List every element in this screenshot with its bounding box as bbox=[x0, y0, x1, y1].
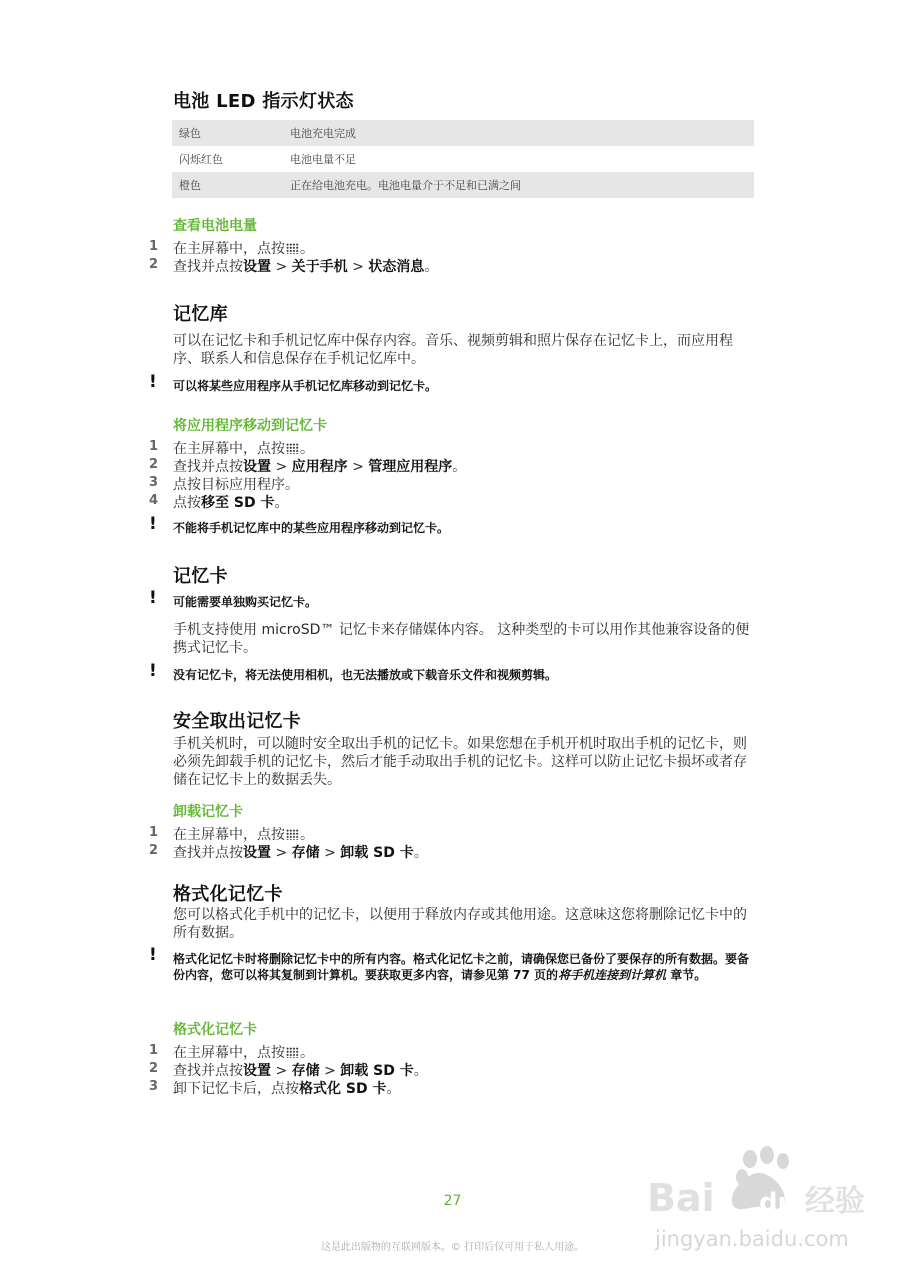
led-meaning: 电池电量不足 bbox=[290, 153, 356, 166]
led-color: 绿色 bbox=[172, 120, 283, 146]
section-title-memory: 记忆库 bbox=[173, 304, 228, 325]
table-row bbox=[172, 172, 754, 198]
step-text: 在主屏幕中，点按 。 bbox=[173, 441, 314, 457]
exclamation-icon: ! bbox=[149, 372, 157, 392]
app-grid-icon bbox=[286, 243, 299, 254]
subheading-format-steps: 格式化记忆卡 bbox=[173, 1022, 257, 1038]
table-row bbox=[172, 120, 754, 146]
safe-remove-body: 手机关机时，可以随时安全取出手机的记忆卡。如果您想在手机开机时取出手机的记忆卡，则必须先卸载手机的记忆卡，然后才能手动取出手机的记忆卡。这样可以防止记忆卡损坏或者存储在记忆卡上的数据丢失。 bbox=[173, 736, 747, 788]
exclamation-icon: ! bbox=[149, 514, 157, 534]
format-note: 格式化记忆卡时将删除记忆卡中的所有内容。格式化记忆卡之前，请确保您已备份了要保存的所有数据。要备份内容，您可以将其复制到计算机。要获取更多内容，请参见第 77 页的将手机连接到计算机 章节。 bbox=[173, 952, 750, 982]
exclamation-icon: ! bbox=[149, 661, 157, 681]
step-text: 查找并点按设置 > 关于手机 > 状态消息。 bbox=[173, 259, 439, 275]
led-status-table bbox=[172, 120, 754, 198]
step-number: 1 bbox=[149, 825, 159, 840]
format-body: 您可以格式化手机中的记忆卡，以便用于释放内存或其他用途。这意味这您将删除记忆卡中的所有数据。 bbox=[173, 907, 747, 941]
baidu-watermark-logo bbox=[645, 1145, 875, 1265]
page-number: 27 bbox=[443, 1193, 462, 1209]
step-number: 2 bbox=[149, 1061, 159, 1076]
led-color: 橙色 bbox=[172, 172, 283, 198]
memory-card-note-2: 没有记忆卡，将无法使用相机，也无法播放或下载音乐文件和视频剪辑。 bbox=[173, 668, 558, 682]
app-grid-icon bbox=[286, 829, 299, 840]
step-number: 2 bbox=[149, 843, 159, 858]
step-text: 查找并点按设置 > 存储 > 卸载 SD 卡。 bbox=[173, 1063, 428, 1079]
led-color: 闪烁红色 bbox=[179, 153, 223, 166]
led-meaning: 正在给电池充电。电池电量介于不足和已满之间 bbox=[283, 172, 754, 198]
subheading-unmount: 卸载记忆卡 bbox=[173, 804, 243, 820]
svg-text:jingyan.baidu.com: jingyan.baidu.com bbox=[655, 1227, 849, 1251]
step-text: 卸下记忆卡后，点按格式化 SD 卡。 bbox=[173, 1081, 401, 1097]
step-number: 1 bbox=[149, 439, 159, 454]
exclamation-icon: ! bbox=[149, 588, 157, 608]
step-text: 查找并点按设置 > 存储 > 卸载 SD 卡。 bbox=[173, 845, 428, 861]
memory-body: 可以在记忆卡和手机记忆库中保存内容。音乐、视频剪辑和照片保存在记忆卡上，而应用程序、联系人和信息保存在手机记忆库中。 bbox=[173, 333, 733, 367]
table-row bbox=[172, 146, 754, 172]
svg-text:du: du bbox=[759, 1188, 797, 1218]
subheading-check-battery: 查看电池电量 bbox=[173, 218, 257, 234]
memory-card-body: 手机支持使用 microSD™ 记忆卡来存储媒体内容。 这种类型的卡可以用作其他兼容设备的便携式记忆卡。 bbox=[173, 622, 750, 656]
memory-card-note-1: 可能需要单独购买记忆卡。 bbox=[173, 595, 318, 609]
step-text: 在主屏幕中，点按 。 bbox=[173, 1045, 314, 1061]
step-number: 2 bbox=[149, 257, 159, 272]
step-text: 在主屏幕中，点按 。 bbox=[173, 241, 314, 257]
step-text: 点按移至 SD 卡。 bbox=[173, 495, 289, 511]
footer-text: 这是此出版物的互联网版本。© 打印后仅可用于私人用途。 bbox=[320, 1242, 585, 1253]
section-title-battery-led: 电池 LED 指示灯状态 bbox=[173, 91, 354, 112]
step-text: 在主屏幕中，点按 。 bbox=[173, 827, 314, 843]
subheading-move-apps: 将应用程序移动到记忆卡 bbox=[173, 418, 327, 434]
step-number: 3 bbox=[149, 1079, 159, 1094]
app-grid-icon bbox=[286, 1047, 299, 1058]
memory-note: 可以将某些应用程序从手机记忆库移动到记忆卡。 bbox=[173, 379, 438, 393]
move-apps-note: 不能将手机记忆库中的某些应用程序移动到记忆卡。 bbox=[173, 521, 450, 535]
exclamation-icon: ! bbox=[149, 945, 157, 965]
app-grid-icon bbox=[286, 443, 299, 454]
svg-text:Bai: Bai bbox=[647, 1176, 715, 1220]
section-title-format: 格式化记忆卡 bbox=[173, 884, 283, 905]
section-title-safe-remove: 安全取出记忆卡 bbox=[173, 711, 302, 732]
step-number: 4 bbox=[149, 493, 159, 508]
step-number: 2 bbox=[149, 457, 159, 472]
section-title-memory-card: 记忆卡 bbox=[173, 566, 228, 587]
step-number: 3 bbox=[149, 475, 159, 490]
step-text: 点按目标应用程序。 bbox=[173, 477, 299, 493]
led-meaning: 电池充电完成 bbox=[283, 120, 754, 146]
svg-text:经验: 经验 bbox=[805, 1184, 865, 1219]
step-text: 查找并点按设置 > 应用程序 > 管理应用程序。 bbox=[173, 459, 467, 475]
step-number: 1 bbox=[149, 1043, 159, 1058]
step-number: 1 bbox=[149, 239, 159, 254]
